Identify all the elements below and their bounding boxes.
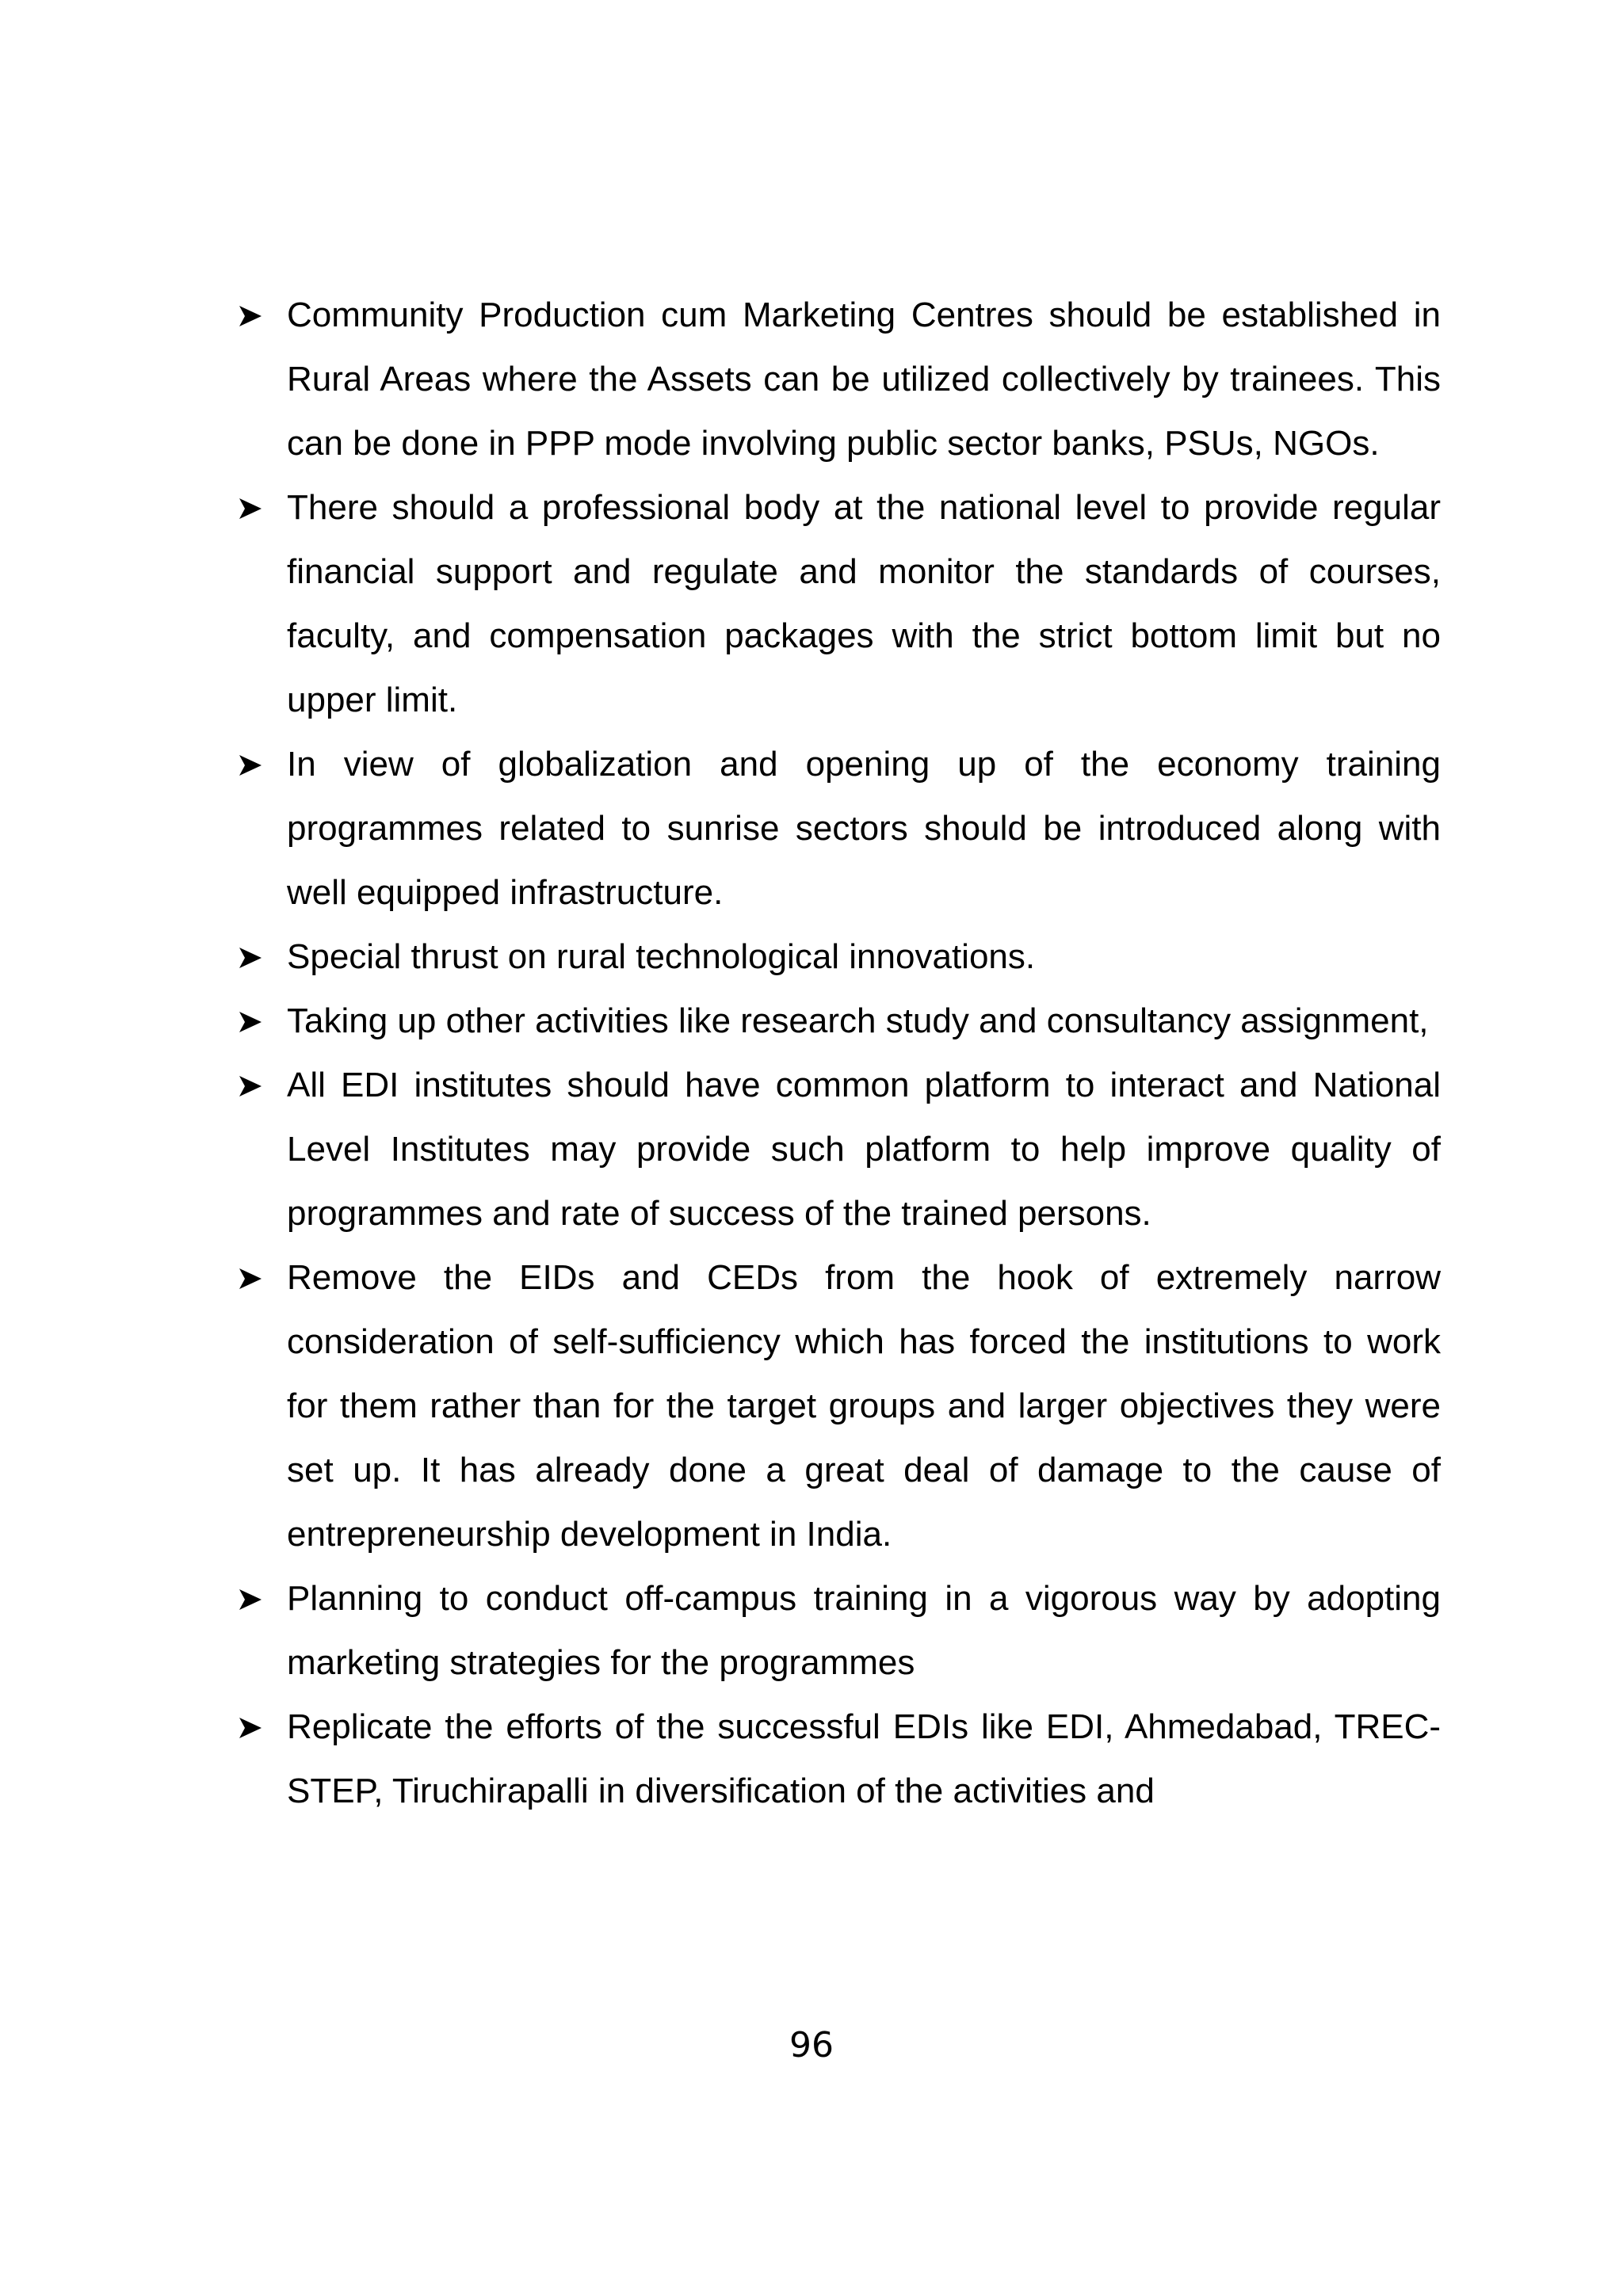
list-item <box>238 1053 1441 1245</box>
list-item-text: Remove the EIDs and CEDs from the hook of extremely narrow consideration of self-sufficiency which has forced the institutions to work for them rather than for the target groups and larger objectives they were set up. It has already done a great deal of damage to the cause of entrepreneurship development in India. <box>287 1258 1441 1554</box>
list-item <box>238 732 1441 925</box>
list-item-text: Taking up other activities like research study and consultancy assignment, <box>287 1001 1429 1040</box>
arrowhead-bullet-icon <box>238 1267 263 1291</box>
list-item <box>238 283 1441 475</box>
list-item <box>238 989 1441 1053</box>
list-item-text: Replicate the efforts of the successful EDIs like EDI, Ahmedabad, TREC- STEP, Tiruchirapalli in diversification of the activities and <box>287 1707 1441 1810</box>
list-item <box>238 1245 1441 1566</box>
arrowhead-bullet-icon <box>238 1074 263 1098</box>
page-number: 96 <box>789 2025 834 2065</box>
list-item <box>238 1695 1441 1823</box>
recommendation-list <box>238 283 1441 1823</box>
list-item-text: Planning to conduct off-campus training in a vigorous way by adopting marketing strategies for the programmes <box>287 1579 1441 1682</box>
arrowhead-bullet-icon <box>238 1588 263 1611</box>
list-item-text: Special thrust on rural technological innovations. <box>287 937 1036 976</box>
list-item-text: All EDI institutes should have common platform to interact and National Level Institutes may provide such platform to help improve quality of programmes and rate of success of the trained persons. <box>287 1066 1441 1233</box>
arrowhead-bullet-icon <box>238 946 263 970</box>
list-item <box>238 1566 1441 1695</box>
arrowhead-bullet-icon <box>238 1716 263 1740</box>
arrowhead-bullet-icon <box>238 753 263 777</box>
arrowhead-bullet-icon <box>238 304 263 328</box>
list-item <box>238 925 1441 989</box>
arrowhead-bullet-icon <box>238 497 263 521</box>
list-item-text: In view of globalization and opening up of the economy training programmes related to sunrise sectors should be introduced along with well equipped infrastructure. <box>287 745 1441 912</box>
arrowhead-bullet-icon <box>238 1010 263 1034</box>
list-item-text: Community Production cum Marketing Centres should be established in Rural Areas where the Assets can be utilized collectively by trainees. This can be done in PPP mode involving public sector banks, PSUs, NGOs. <box>287 296 1441 463</box>
list-item <box>238 475 1441 732</box>
list-item-text: There should a professional body at the national level to provide regular financial support and regulate and monitor the standards of courses, faculty, and compensation packages with the strict bottom limit but no upper limit. <box>287 488 1441 719</box>
